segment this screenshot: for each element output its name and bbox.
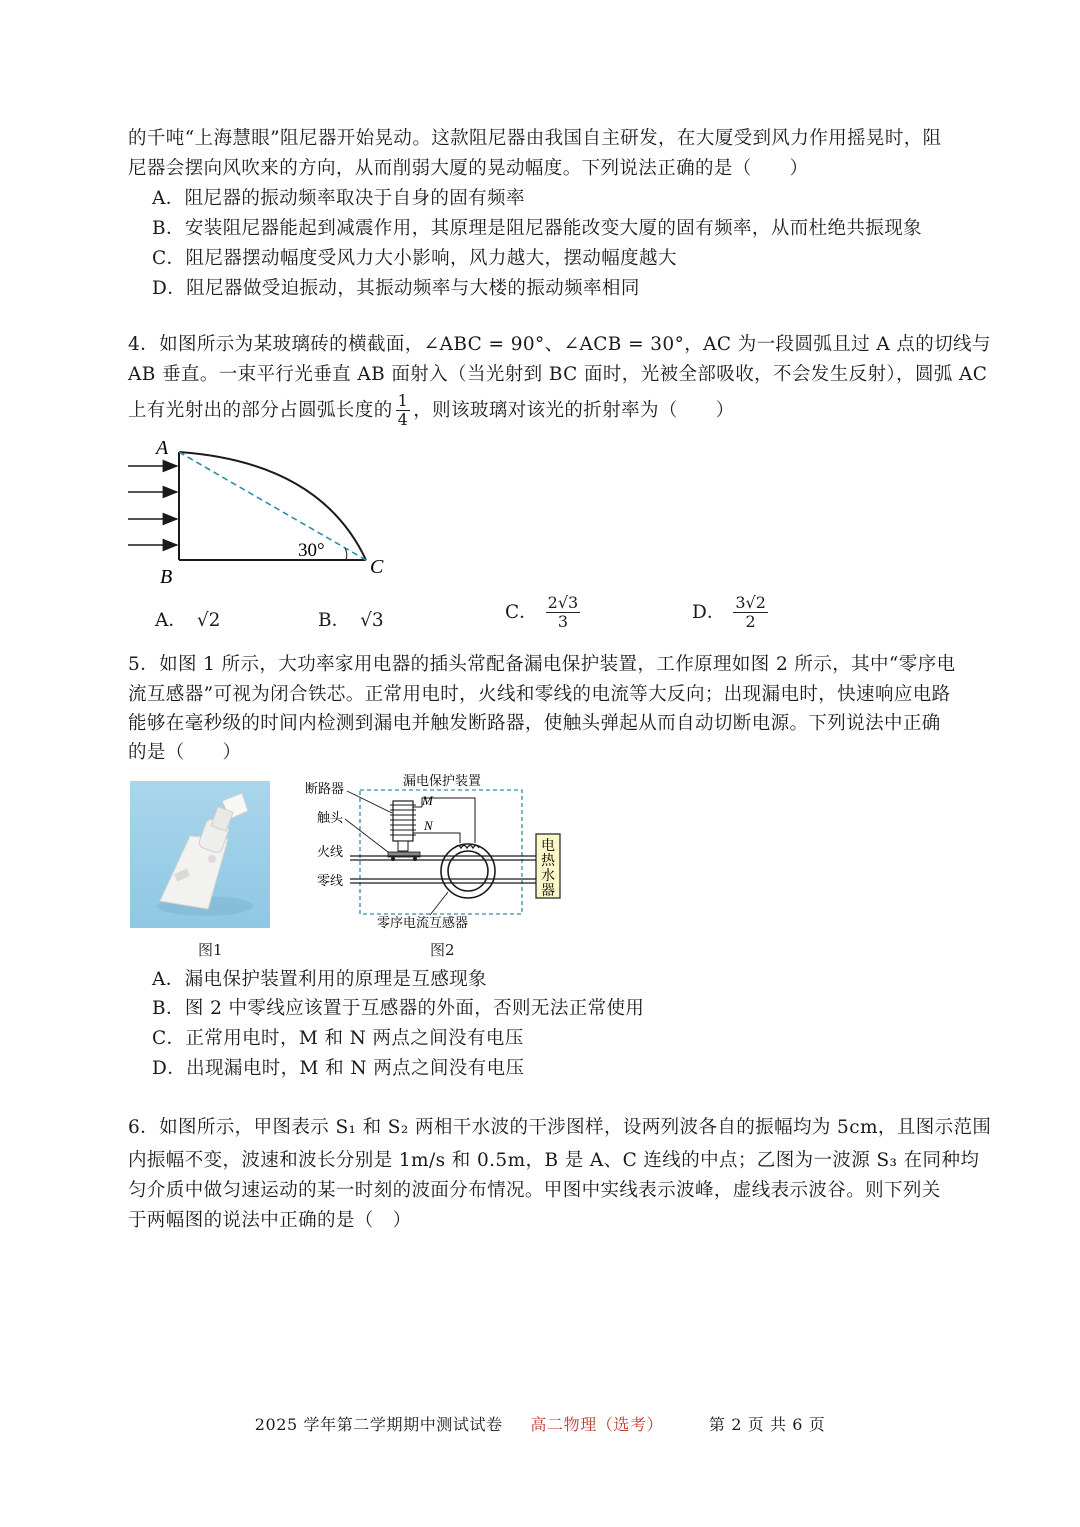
q5-option-c: C．正常用电时，M 和 N 两点之间没有电压 (152, 1028, 524, 1049)
q4-stem-line-3-part-2: ，则该玻璃对该光的折射率为（ ） (413, 399, 735, 421)
q3-option-d: D．阻尼器做受迫振动，其振动频率与大楼的振动频率相同 (152, 278, 640, 299)
sensor-label: 零序电流互感器 (377, 916, 469, 931)
q3-option-c: C．阻尼器摆动幅度受风力大小影响，风力越大，摆动幅度越大 (152, 248, 677, 269)
q4-choice-d-numerator: 3√2 (735, 593, 766, 612)
heater-char-1: 电 (541, 838, 555, 854)
angle-mark (345, 548, 347, 560)
q5-stem-line-2: 流互感器”可视为闭合铁芯。正常用电时，火线和零线的电流等大反向；出现漏电时，快速响应电路 (128, 684, 951, 705)
footer-exam-title: 2025 学年第二学期期中测试试卷 (254, 1415, 503, 1434)
q4-choice-b (318, 606, 384, 632)
q4-choice-d (692, 594, 771, 632)
q4-stem-line-3 (128, 392, 735, 430)
q4-fraction-numerator: 1 (397, 391, 409, 410)
q3-stem-line-1: 的千吨“上海慧眼”阻尼器开始晃动。这款阻尼器由我国自主研发，在大厦受到风力作用摇晃时，阻 (128, 128, 942, 149)
q3-option-a: A．阻尼器的振动频率取决于自身的固有频率 (152, 188, 525, 209)
figure-2-caption: 图2 (430, 941, 455, 959)
q4-choice-c-fraction (546, 594, 581, 632)
q4-fraction (396, 392, 411, 430)
q4-stem-line-2: AB 垂直。一束平行光垂直 AB 面射入（当光射到 BC 面时，光被全部吸收，不会发生反射），圆弧 AC (128, 364, 988, 385)
q5-stem-line-3: 能够在毫秒级的时间内检测到漏电并触发断路器，使触头弹起从而自动切断电源。下列说法中正确 (128, 713, 941, 734)
device-boundary (360, 790, 522, 914)
breaker-coil (390, 801, 416, 851)
q3-stem-line-2: 尼器会摆向风吹来的方向，从而削弱大厦的晃动幅度。下列说法正确的是（ ） (128, 158, 809, 179)
plug-photo (130, 781, 270, 928)
q4-glass-brick-figure (120, 432, 410, 592)
heater-char-4: 器 (541, 883, 555, 899)
label-c: C (370, 556, 384, 578)
page-footer (0, 1412, 1080, 1435)
q5-option-a: A．漏电保护装置利用的原理是互感现象 (152, 969, 488, 990)
angle-label: 30° (298, 540, 325, 561)
q4-choice-b-label: B． (318, 610, 351, 631)
q4-choice-d-fraction (733, 594, 768, 632)
leakage-protector-diagram (300, 768, 590, 938)
q4-choice-a (155, 606, 220, 632)
q4-fraction-denominator: 4 (397, 410, 409, 430)
figure-1-caption: 图1 (198, 941, 223, 959)
q6-stem-line-4: 于两幅图的说法中正确的是（ ） (128, 1210, 412, 1231)
point-n-label: N (424, 818, 433, 833)
footer-page-number: 第 2 页 共 6 页 (708, 1415, 826, 1434)
q5-option-d: D．出现漏电时，M 和 N 两点之间没有电压 (152, 1058, 525, 1079)
q4-choice-c-label: C． (505, 601, 538, 623)
q4-choice-c-numerator: 2√3 (547, 593, 579, 612)
plug-illustration (130, 781, 270, 928)
q6-stem-line-2: 内振幅不变，波速和波长分别是 1m/s 和 0.5m，B 是 A、C 连线的中点；乙图为一波源 S₃ 在同种均 (128, 1150, 980, 1171)
contact-label: 触头 (317, 811, 344, 826)
incident-light-rays (128, 466, 177, 545)
label-b: B (160, 566, 173, 588)
q4-choice-c (505, 594, 583, 632)
point-m-label: M (422, 793, 433, 808)
q5-stem-line-1: 5．如图 1 所示，大功率家用电器的插头常配备漏电保护装置，工作原理如图 2 所示，其中“零序电 (128, 654, 956, 675)
q6-stem-line-3: 匀介质中做匀速运动的某一时刻的波面分布情况。甲图中实线表示波峰，虚线表示波谷。则下列关 (128, 1180, 941, 1201)
q4-choice-b-value: √3 (360, 610, 384, 631)
q4-stem-line-3-part-1: 上有光射出的部分占圆弧长度的 (128, 399, 393, 421)
q4-choice-a-value: √2 (196, 610, 221, 631)
label-a: A (156, 437, 169, 459)
q5-option-b: B．图 2 中零线应该置于互感器的外面，否则无法正常使用 (152, 998, 645, 1019)
q4-choice-a-label: A． (155, 610, 187, 631)
q4-choice-c-denominator: 3 (557, 612, 569, 632)
breaker-label: 断路器 (305, 782, 345, 797)
q4-stem-line-1: 4．如图所示为某玻璃砖的横截面，∠ABC = 90°、∠ACB = 30°，AC 为一段圆弧且过 A 点的切线与 (128, 334, 991, 355)
live-wire-label: 火线 (317, 845, 344, 860)
footer-subject: 高二物理（选考） (530, 1415, 664, 1434)
q5-stem-line-4: 的是（ ） (128, 742, 242, 763)
heater-char-3: 水 (541, 868, 555, 884)
device-title: 漏电保护装置 (403, 774, 482, 789)
heater-char-2: 热 (541, 853, 555, 869)
chord-ac-dashed (179, 452, 366, 560)
current-transformer-ring (441, 844, 495, 898)
q6-stem-line-1: 6．如图所示，甲图表示 S₁ 和 S₂ 两相干水波的干涉图样，设两列波各自的振幅均为 5cm，且图示范围 (128, 1117, 992, 1138)
q4-choice-d-denominator: 2 (745, 612, 756, 632)
q4-choice-d-label: D． (692, 601, 726, 623)
neutral-wire-label: 零线 (317, 874, 344, 889)
q3-option-b: B．安装阻尼器能起到减震作用，其原理是阻尼器能改变大厦的固有频率，从而杜绝共振现象 (152, 218, 922, 239)
